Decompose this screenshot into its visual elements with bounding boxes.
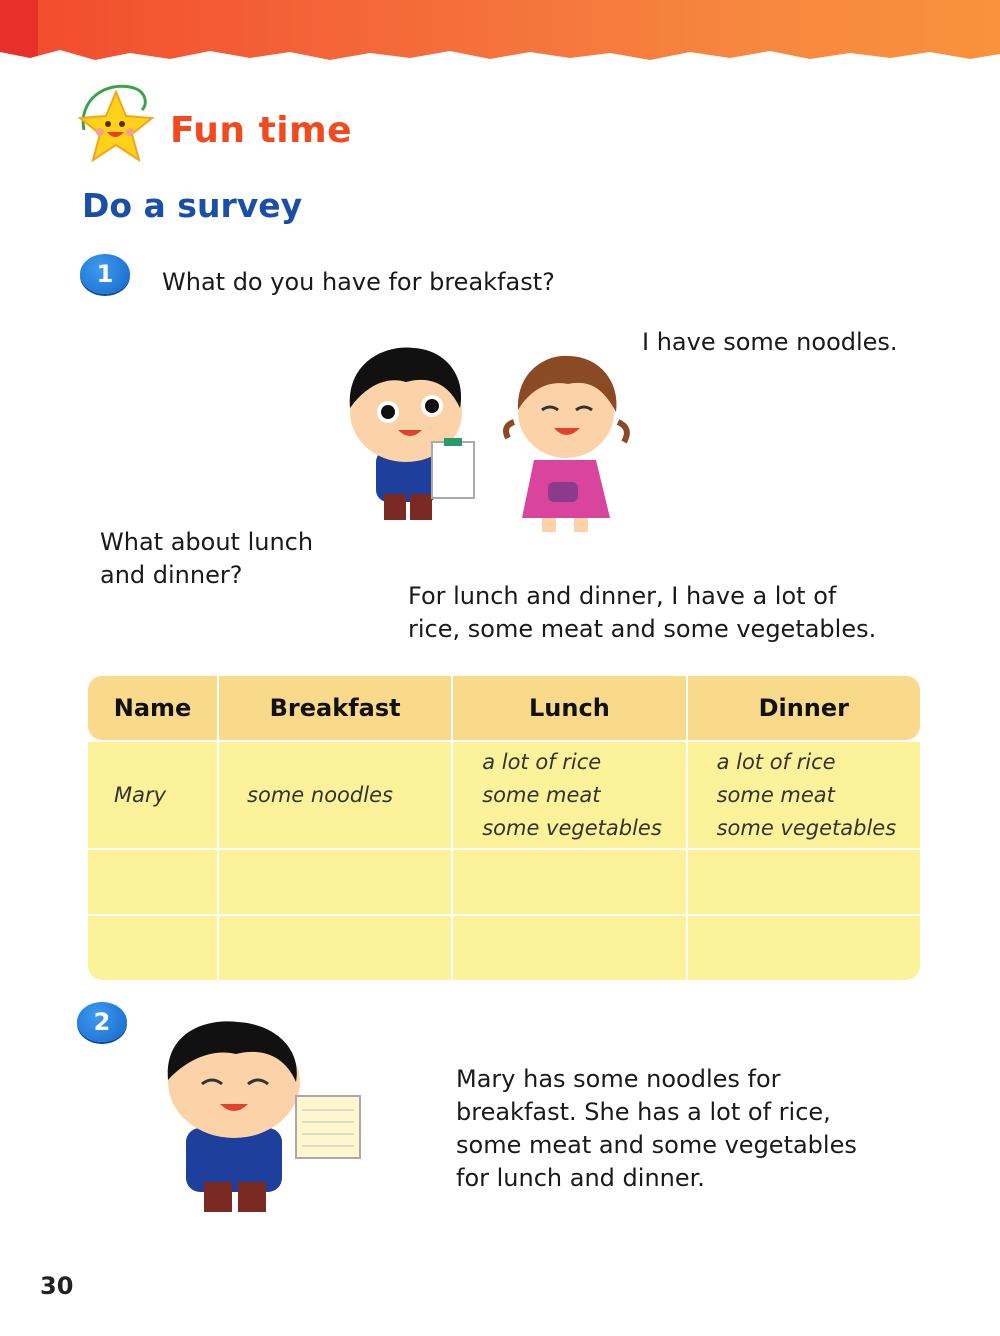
header-breakfast: Breakfast bbox=[219, 676, 453, 740]
empty-cell[interactable] bbox=[219, 914, 453, 980]
cell-lunch bbox=[453, 740, 687, 848]
cell-dinner bbox=[688, 740, 920, 848]
section-subtitle: Do a survey bbox=[82, 186, 303, 225]
lunch-item: some meat bbox=[482, 782, 601, 807]
boy-presenting-survey-illustration bbox=[156, 1018, 371, 1223]
boy-with-clipboard-illustration bbox=[336, 342, 486, 532]
header-lunch: Lunch bbox=[453, 676, 687, 740]
dinner-item: some meat bbox=[716, 782, 835, 807]
followup-question-line-1: What about lunch bbox=[100, 528, 314, 556]
page-title: Fun time bbox=[170, 110, 353, 151]
reply-line-2: rice, some meat and some vegetables. bbox=[408, 615, 877, 643]
table-row-empty bbox=[88, 914, 920, 980]
empty-cell[interactable] bbox=[453, 914, 687, 980]
lunch-item: a lot of rice bbox=[482, 749, 602, 774]
step-2-badge: 2 bbox=[77, 1002, 127, 1042]
empty-cell[interactable] bbox=[688, 914, 920, 980]
summary-line-1: Mary has some noodles for bbox=[456, 1065, 781, 1093]
empty-cell[interactable] bbox=[688, 848, 920, 914]
cell-breakfast: some noodles bbox=[219, 740, 453, 848]
cell-name: Mary bbox=[88, 740, 219, 848]
table-row bbox=[88, 740, 920, 848]
summary-line-3: some meat and some vegetables bbox=[456, 1131, 857, 1159]
answer-breakfast: I have some noodles. bbox=[642, 328, 898, 356]
dinner-item: a lot of rice bbox=[716, 749, 836, 774]
empty-cell[interactable] bbox=[453, 848, 687, 914]
summary-line-2: breakfast. She has a lot of rice, bbox=[456, 1098, 831, 1126]
summary-line-4: for lunch and dinner. bbox=[456, 1164, 705, 1192]
girl-illustration bbox=[498, 350, 638, 540]
lunch-item: some vegetables bbox=[482, 815, 662, 840]
reply-line-1: For lunch and dinner, I have a lot of bbox=[408, 582, 837, 610]
banner-torn-edge bbox=[0, 44, 1000, 70]
empty-cell[interactable] bbox=[88, 914, 219, 980]
header-name: Name bbox=[88, 676, 219, 740]
header-dinner: Dinner bbox=[688, 676, 920, 740]
survey-table bbox=[88, 676, 920, 974]
empty-cell[interactable] bbox=[219, 848, 453, 914]
step-1-badge: 1 bbox=[80, 254, 130, 294]
star-mascot-icon bbox=[76, 80, 158, 170]
page-number: 30 bbox=[40, 1272, 74, 1300]
empty-cell[interactable] bbox=[88, 848, 219, 914]
followup-question-line-2: and dinner? bbox=[100, 561, 243, 589]
dinner-item: some vegetables bbox=[716, 815, 897, 840]
table-row-empty bbox=[88, 848, 920, 914]
question-breakfast: What do you have for breakfast? bbox=[162, 268, 555, 296]
